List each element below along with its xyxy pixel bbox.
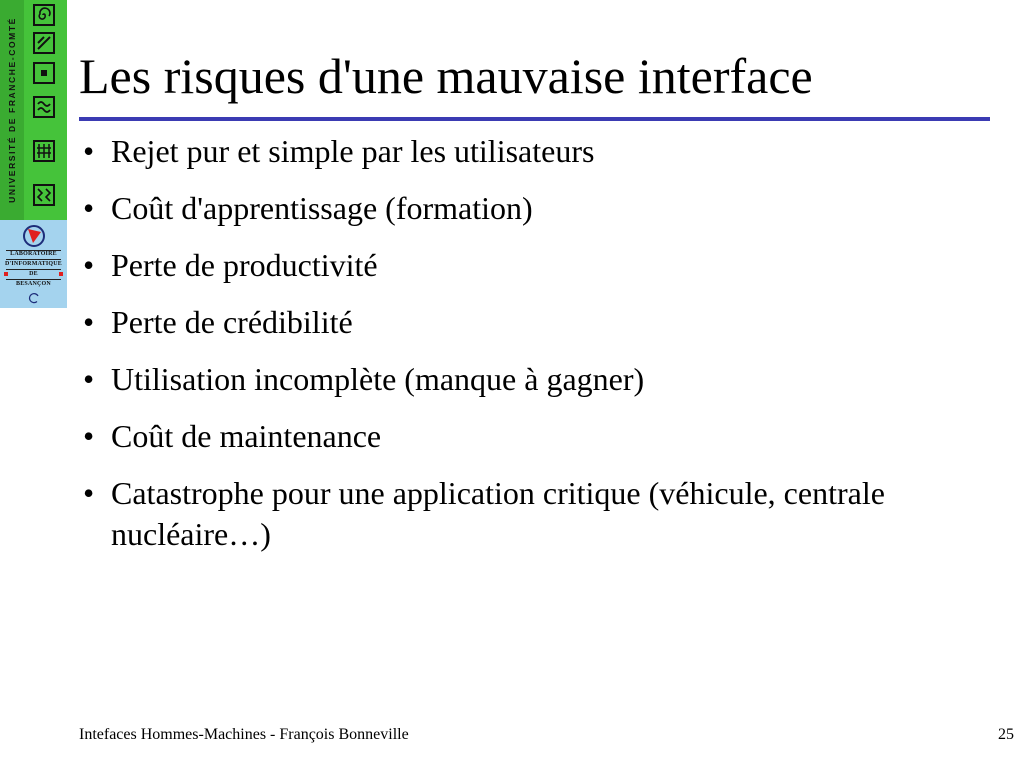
bullet-text: Perte de crédibilité <box>111 304 353 340</box>
target-square-icon <box>33 62 55 84</box>
bullet-dot: • <box>83 247 95 283</box>
grid-icon <box>33 140 55 162</box>
title-underline <box>79 117 990 121</box>
bullet-item <box>79 359 979 400</box>
bullet-item <box>79 302 979 343</box>
lab-divider <box>6 269 61 270</box>
bullet-dot: • <box>83 304 95 340</box>
page-number: 25 <box>998 726 1014 743</box>
bullet-text: Coût d'apprentissage (formation) <box>111 190 533 226</box>
bullet-text: Utilisation incomplète (manque à gagner) <box>111 361 645 397</box>
lab-divider <box>6 279 61 280</box>
bullet-dot: • <box>83 361 95 397</box>
bullet-dot: • <box>83 475 95 511</box>
university-name-column <box>0 0 24 220</box>
diagonal-line-icon <box>33 32 55 54</box>
bullet-text: Catastrophe pour une application critique (véhicule, centrale nucléaire…) <box>111 475 885 552</box>
bullet-list <box>79 131 979 571</box>
lab-arc-icon <box>28 292 40 304</box>
bullet-item <box>79 245 979 286</box>
logo-strip <box>0 0 67 308</box>
pattern-icon <box>33 184 55 206</box>
bullet-item <box>79 416 979 457</box>
lab-name-line-4: BESANÇON <box>16 281 51 287</box>
university-name: UNIVERSITÉ DE FRANCHE-COMTÉ <box>7 17 17 203</box>
bullet-item <box>79 188 979 229</box>
wave-icon <box>33 96 55 118</box>
spiral-icon <box>33 4 55 26</box>
footer-course-author: Intefaces Hommes-Machines - François Bonneville <box>79 726 409 743</box>
bullet-dot: • <box>83 190 95 226</box>
laboratory-logo <box>0 220 67 308</box>
bullet-item <box>79 131 979 172</box>
bullet-text: Perte de productivité <box>111 247 378 283</box>
lab-name-line-2: D'INFORMATIQUE <box>4 261 63 267</box>
lab-name-line-3: DE <box>29 271 38 277</box>
bullet-dot: • <box>83 418 95 454</box>
bullet-dot: • <box>83 133 95 169</box>
lab-name-line-1: LABORATOIRE <box>10 251 57 257</box>
bullet-text: Rejet pur et simple par les utilisateurs <box>111 133 595 169</box>
bullet-item <box>79 473 979 555</box>
university-logo <box>0 0 67 220</box>
lab-emblem-icon <box>22 224 46 248</box>
bullet-text: Coût de maintenance <box>111 418 382 454</box>
lab-divider <box>6 259 61 260</box>
slide-title: Les risques d'une mauvaise interface <box>79 48 813 104</box>
